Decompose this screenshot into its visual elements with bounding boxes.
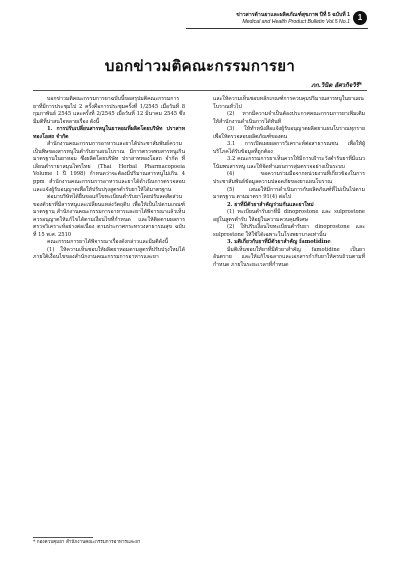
paragraph: ต่อมาบริษัทได้ยื่นขอแก้ไขทะเบียนตำรับยาโดยปรับลดสัดส่วนของตัวยาที่มีสารหนูและเปลี่ยนแหล่งวัตถุดิบ เพื่อให้เป็นไปตามเกณฑ์มาตรฐาน สำนักงานคณะกรรมการอาหารและยาได้พิจารณาแล้วเห็นควรอนุญาตให้แก้ไขได้ตามเงื่อนไขที่กำหนด และให้ติดตามผลการตรวจวิเคราะห์อย่างต่อเนื่อง ตามประกาศกระทรวงสาธารณสุข ฉบับที่ 15 พ.ศ. 2510 — [33, 194, 185, 238]
paragraph: มีมติเห็นชอบให้ยาที่มีตัวยาสำคัญ famotidine เป็นยาอันตราย และให้แก้ไขฉลากและเอกสารกำกับยาให้ครบถ้วนตามที่กำหนด ภายในระยะเวลาที่กำหนด — [213, 246, 365, 269]
left-column — [33, 96, 185, 262]
paragraph: (3) ให้ทำหนังสือแจ้งผู้รับอนุญาตผลิตยาแผนโบราณทุกราย เพื่อให้ตรวจสอบผลิตภัณฑ์ของตน — [213, 126, 365, 140]
right-column — [213, 96, 365, 270]
article-author: ภก.วินิต อัศวกิจวิรี* — [311, 82, 362, 89]
paragraph: และให้ความเห็นชอบหลักเกณฑ์การควบคุมปริมาณสารหนูในยาแผนโบราณทั่วไป — [213, 96, 364, 110]
paragraph: (4) ขอความร่วมมือจากหน่วยงานที่เกี่ยวข้องในการประชาสัมพันธ์ข้อมูลความปลอดภัยของยาแผนโบราณ — [213, 171, 365, 186]
bulletin-header — [190, 12, 350, 26]
bulletin-title-thai: ข่าวสารด้านยาและผลิตภัณฑ์สุขภาพ ปีที่ 5 ฉบับที่ 1 — [236, 12, 350, 18]
paragraph: (5) เสนอให้มีการดำเนินการกับผลิตภัณฑ์ที่ไม่เป็นไปตามมาตรฐาน ตามมาตรา 91(4) ต่อไป — [213, 186, 365, 201]
footnote: * กองควบคุมยา สำนักงานคณะกรรมการอาหารและยา — [33, 540, 141, 545]
paragraph: (2) ให้ปรับเงื่อนไขทะเบียนตำรับยา dinoprostone และ sulprostone ให้ใช้ได้เฉพาะในโรงพยาบาลเท่านั้น — [213, 224, 365, 238]
footnote-rule — [33, 537, 93, 538]
paragraph: 3.2 คณะกรรมการยาเห็นควรให้มีการเฝ้าระวังตำรับยาที่มีแนวโน้มพบสารหนู และให้จัดทำแผนการสุ่มตรวจอย่างเป็นระบบ — [213, 156, 365, 170]
paragraph: สำนักงานคณะกรรมการอาหารและยาได้ประชาสัมพันธ์ความเป็นพิษของสารหนูในตำรับยาแผนโบราณ มีการตรวจพบสารหนูเกินมาตรฐานในยาหอม ซึ่งผลิตโดยบริษัท ปราสาททองโอสถ จำกัด ที่เลียนตำรายาสมุนไพรไทย (Thai Herbal Pharmacopoeia Volume I ปี 1998) กำหนดว่าจะต้องมีปริมาณสารหนูไม่เกิน 4 ppm สำนักงานคณะกรรมการอาหารและยาได้ดำเนินการตรวจสอบและแจ้งผู้รับอนุญาตเพื่อให้ปรับปรุงสูตรตำรับยาให้ได้มาตรฐาน — [33, 141, 185, 193]
paragraph: (1) ให้ความเห็นชอบให้ผลิตยาหอมตามสูตรที่ปรับปรุงใหม่ได้ ภายใต้เงื่อนไขของสำนักงานคณะกรรมการอาหารและยา — [33, 246, 185, 261]
author-divider — [33, 90, 367, 91]
paragraph: 3.1 การเปิดเผยผลการวิเคราะห์ต่อสาธารณชน เพื่อให้ผู้บริโภคได้รับข้อมูลที่ถูกต้อง — [213, 141, 365, 155]
paragraph: คณะกรรมการยาได้พิจารณาเรื่องดังกล่าวและมีมติดังนี้ — [47, 239, 169, 246]
paragraph: 2. ยาที่มีตัวยาสำคัญร่วมกันและยาใหม่ — [227, 201, 314, 208]
article-title: บอกข่าวมติคณะกรรมการยา — [104, 57, 296, 75]
header-rule — [186, 28, 368, 29]
paragraph: (1) ทะเบียนตำรับยาที่มี dinoprostone และ sulprostone อยู่ในสูตรตำรับ ให้อยู่ในความควบคุมพิเศษ — [213, 209, 365, 223]
paragraph: (2) หากมีความจำเป็นต้องประกาศคณะกรรมการยาเพิ่มเติม ให้สำนักงานดำเนินการได้ทันที — [213, 111, 365, 125]
paragraph: 1. การปรับเปลี่ยนสารหนูในยาหอมที่ผลิตโดยบริษัท ปราสาททองโอสถ จำกัด — [33, 126, 185, 140]
paragraph: 3. มติเกี่ยวกับยาที่มีตัวยาสำคัญ famotidine — [227, 239, 331, 246]
page-number: 1 — [353, 11, 367, 25]
bulletin-title-english: Medical and Health Product Bulletin Vol.5 No.1 — [242, 19, 350, 25]
paragraph: บอกข่าวมติคณะกรรมการยาฉบับนี้ขอสรุปมติคณะกรรมการยาที่มีการประชุมไป 2 ครั้งคือการประชุมครั้งที่ 1/2545 เมื่อวันที่ 8 กุมภาพันธ์ 2545 และครั้งที่ 2/2545 เมื่อวันที่ 12 มีนาคม 2545 ซึ่งมีมติที่น่าสนใจหลายเรื่อง ดังนี้ — [33, 96, 185, 125]
